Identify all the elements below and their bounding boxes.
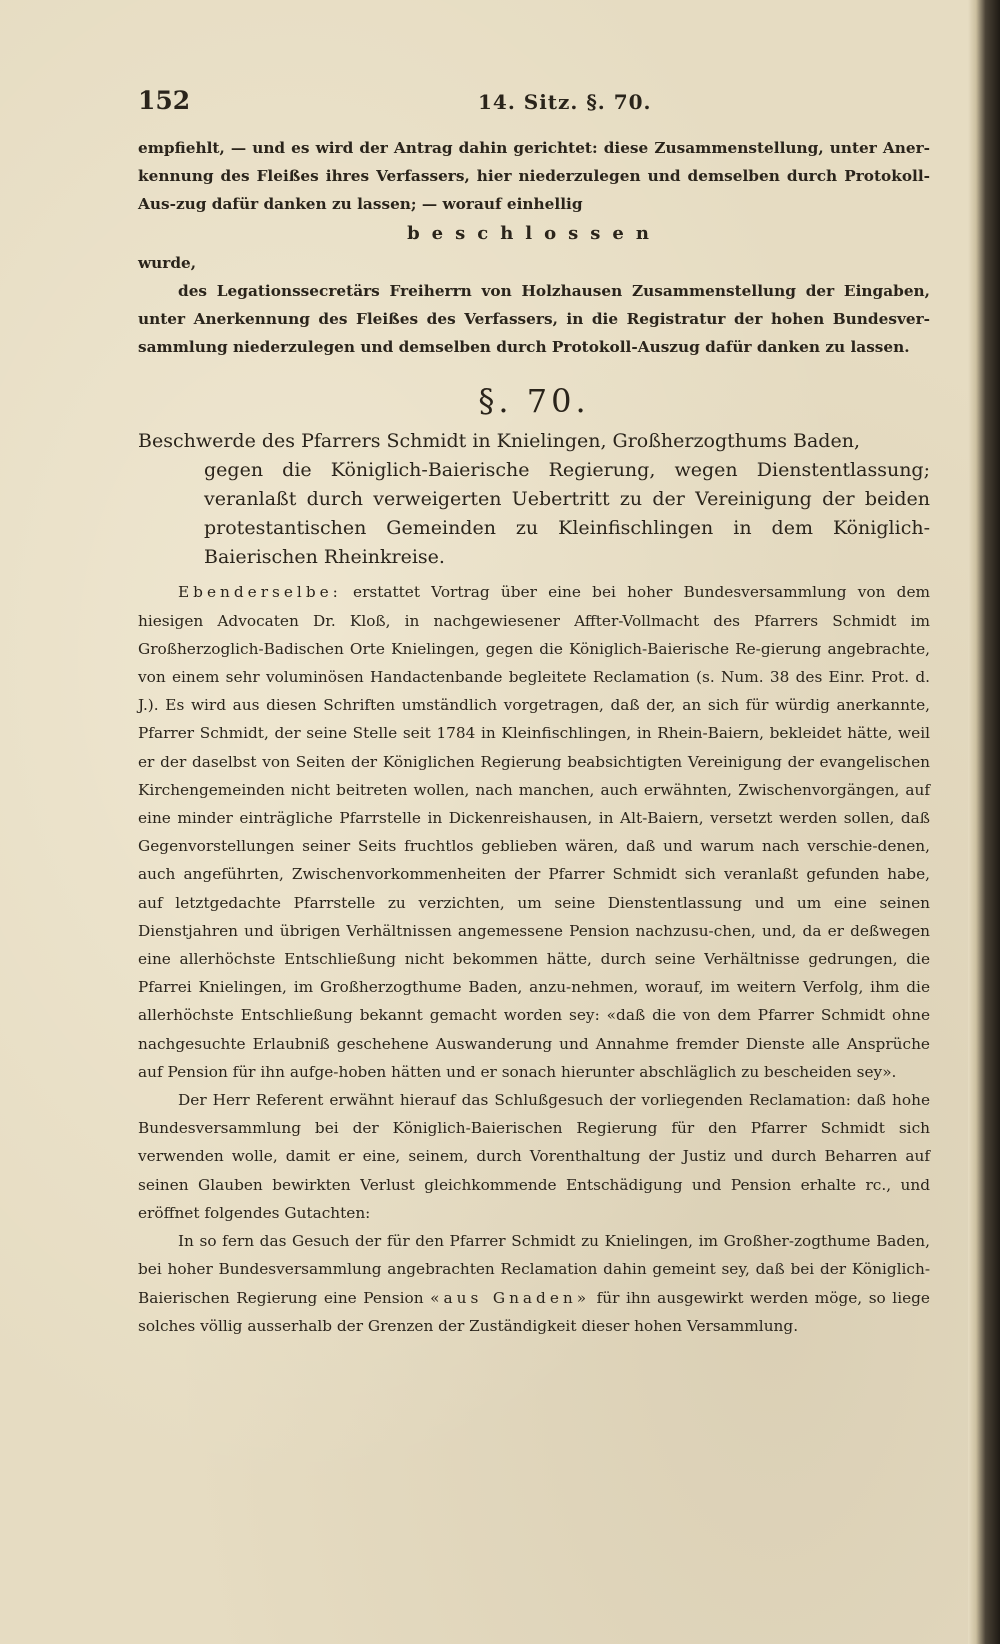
page-content [138,86,930,1340]
resolution-paragraph: des Legationssecretärs Freiherrn von Holzhausen Zusammenstellung der Eingaben, unter Anerkennung des Fleißes des Verfassers, in die Registratur der hohen Bundesver-sammlung niederzulegen und demselben durch Protokoll-Auszug dafür danken zu lassen. [138,281,930,357]
running-head: 14. Sitz. §. 70. [478,90,652,114]
body-paragraph-3-part-b: für ihn ausgewirkt werden möge, so liege solches völlig ausserhalb der Grenzen der Zuständigkeit dieser hohen Versammlung. [138,1288,930,1335]
beschlossen-word: beschlossen [407,222,661,244]
section-title [138,427,930,572]
aus-gnaden-emphasis: «aus Gnaden» [430,1288,591,1307]
opening-paragraph: empfiehlt, — und es wird der Antrag dahin gerichtet: diese Zusammenstellung, unter Aner-kennung des Fleißes ihres Verfassers, hier niederzulegen und demselben durch Protokoll-Aus-zug dafür danken zu lassen; — worauf einhellig [138,139,930,214]
section-title-first-line: Beschwerde des Pfarrers Schmidt in Knielingen, Großherzogthums Baden, [138,430,860,453]
body-paragraph-1-text: erstattet Vortrag über eine bei hoher Bundesversammlung von dem hiesigen Advocaten Dr. Kloß, in nachgewiesener Affter-Vollmacht des Pfarrers Schmidt im Großherzoglich-Badischen Orte Knielingen, gegen die Königlich-Baierische Re-gierung angebrachte, von einem sehr voluminösen Handactenbande begleitete Reclamation (s. Num. 38 des Einr. Prot. d. J.). Es wird aus diesen Schriften umständlich vorgetragen, daß der, an sich für würdig anerkannte, Pfarrer Schmidt, der seine Stelle seit 1784 in Kleinfischlingen, in Rhein-Baiern, bekleidet hätte, weil er der daselbst von Seiten der Königlichen Regierung beabsichtigten Vereinigung der evangelischen Kirchengemeinden nicht beitreten wollen, nach manchen, auch erwähnten, Zwischenvorgängen, auf eine minder einträgliche Pfarrstelle in Dickenreishausen, in Alt-Baiern, versetzt werden sollen, daß Gegenvorstellungen seiner Seits fruchtlos geblieben wären, daß und warum nach verschie-denen, auch angeführten, Zwischenvorkommenheiten der Pfarrer Schmidt sich veranlaßt gefunden habe, auf letztgedachte Pfarrstelle zu verzichten, um seine Dienstentlassung und um eine seinen Dienstjahren und übrigen Verhältnissen angemessene Pension nachzusu-chen, und, da er deßwegen eine allerhöchste Entschließung nicht bekommen hätte, durch seine Verhältnisse gedrungen, die Pfarrei Knielingen, im Großherzogthume Baden, anzu-nehmen, worauf, im weitern Verfolg, ihm die allerhöchste Entschließung bekannt gemacht worden sey: «daß die von dem Pfarrer Schmidt ohne nachgesuchte Erlaubniß geschehene Auswanderung und Annahme fremder Dienste alle Ansprüche auf Pension für ihn aufge-hoben hätten und er sonach hierunter abschläglich zu bescheiden sey». [138,583,930,1081]
body-paragraph-3 [138,1227,930,1340]
body-paragraph-3-part-a: In so fern das Gesuch der für den Pfarrer Schmidt zu Knielingen, im Großher-zogthume Baden, bei hoher Bundesversammlung angebrachten Reclamation dahin gemeint sey, daß bei der Königlich-Baierischen Regierung eine Pension [138,1232,930,1307]
speaker-lead: Ebenderselbe: [178,583,342,602]
page-number: 152 [138,86,191,115]
body-paragraph-2: Der Herr Referent erwähnt hierauf das Schlußgesuch der vorliegenden Reclamation: daß hohe Bundesversammlung bei der Königlich-Baierischen Regierung für den Pfarrer Schmidt sich verwenden wolle, damit er eine, seinem, durch Vorenthaltung der Justiz und durch Beharren auf seinen Glauben bewirkten Verlust gleichkommende Entschädigung und Pension erhalte rc., und eröffnet folgendes Gutachten: [138,1091,930,1222]
wurde-word: wurde, [138,253,197,272]
opening-block [138,134,930,361]
book-binding-edge [968,0,1000,1644]
page-header [138,86,930,122]
body-paragraph-1 [138,578,930,1086]
section-number: §. 70. [478,382,590,421]
section-title-continuation: gegen die Königlich-Baierische Regierung, wegen Dienstentlassung; veranlaßt durch verweigerten Uebertritt zu der Vereinigung der beiden protestantischen Gemeinden zu Kleinfischlingen in dem Königlich-Baierischen Rheinkreise. [204,459,930,569]
